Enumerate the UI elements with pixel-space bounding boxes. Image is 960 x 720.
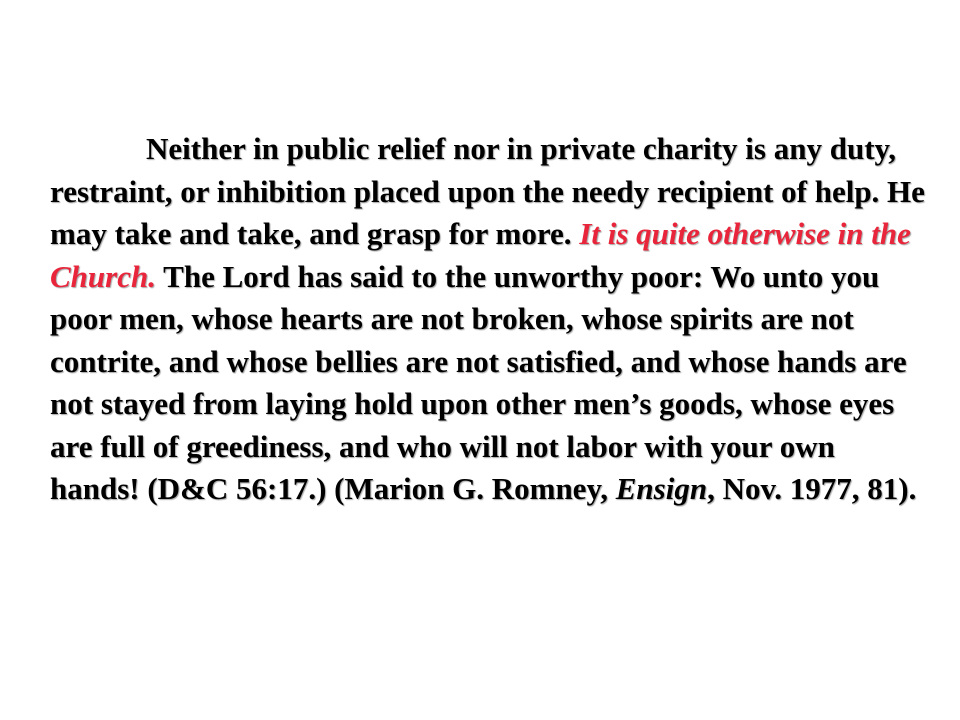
quote-text-intro: Neither in public relief nor in private charity is any duty, restraint, or inhibition placed upon the needy recipient of help. He may take and take, and grasp for more. <box>50 131 925 251</box>
source-publication-title: Ensign <box>615 471 708 506</box>
source-citation-end: , Nov. 1977, 81). <box>707 471 917 506</box>
quote-text-body: The Lord has said to the unworthy poor: Wo unto you poor men, whose hearts are not broken, whose spirits are not contrite, and whose bellies are not satisfied, and whose hands are not stayed from laying hold upon other men’s goods, whose eyes are full of greediness, and who will not labor with your own hands! (D&C 56:17.) (Marion G. Romney, <box>50 258 907 506</box>
quote-emphasis-red: It is quite otherwise in the Church. <box>50 216 911 294</box>
quote-paragraph <box>50 128 930 511</box>
